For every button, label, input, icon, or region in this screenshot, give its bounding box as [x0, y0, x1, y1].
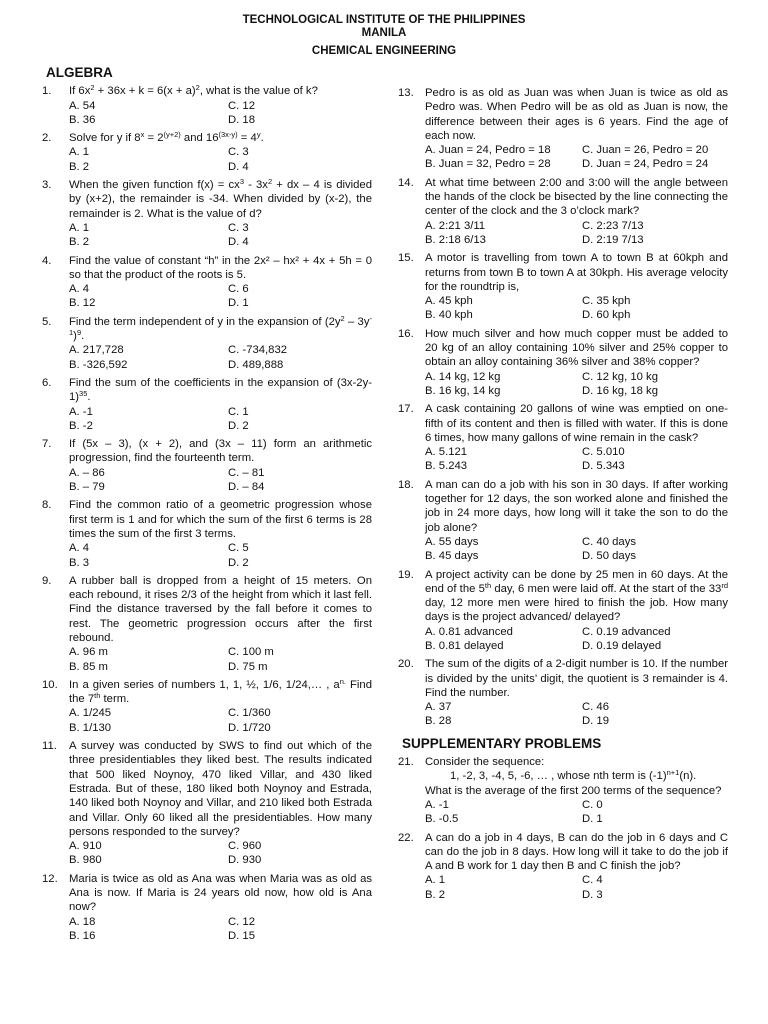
answer-choice: C. 1/360 — [228, 707, 271, 720]
answer-choice: A. 1 — [425, 874, 446, 887]
question-stem-text: . — [260, 132, 264, 145]
question-stem-text: At what time between 2:00 and 3:00 will the angle between the hands of the clock be bisected by the line connecting the center of the clock and the 3 o’clock mark? — [425, 176, 728, 218]
answer-choice: C. 2:23 7/13 — [582, 219, 644, 232]
question-list-left — [42, 84, 372, 943]
question-list-right-b — [398, 755, 728, 902]
question-stem-text: day, 6 men were laid off. At the start of the 33 — [491, 582, 722, 595]
answer-choice: B. 2 — [69, 160, 90, 173]
answer-choice: A. 14 kg, 12 kg — [425, 370, 501, 383]
question — [398, 86, 728, 172]
answer-choice: C. 5.010 — [582, 446, 625, 459]
question-stem — [69, 376, 372, 405]
sequence-text: (n). — [679, 770, 697, 783]
answer-choice: C. – 81 — [228, 466, 265, 479]
answer-choice: D. 50 days — [582, 550, 637, 563]
question-number: 13. — [398, 87, 414, 99]
answer-choice: B. 16 — [69, 929, 96, 942]
answer-choice: D. 16 kg, 18 kg — [582, 384, 658, 397]
question-stem-text: Find the 7 — [69, 678, 372, 706]
question-stem-text: A motor is travelling from town A to town B at 60kph and returns from town B to town A at 30kph. His average velocity for the roundtrip is, — [425, 252, 728, 293]
answer-choice: B. -2 — [69, 419, 93, 432]
answer-choices — [425, 445, 728, 474]
answer-choices — [425, 219, 728, 248]
question-stem — [425, 831, 728, 874]
question-stem — [69, 739, 372, 839]
answer-choice: A. 1 — [69, 221, 90, 234]
answer-choice: D. 18 — [228, 113, 256, 126]
answer-choices — [69, 99, 372, 128]
answer-choice: D. 5.343 — [582, 460, 625, 473]
answer-choice: B. 5.243 — [425, 460, 468, 473]
question-number: 11. — [42, 740, 57, 753]
answer-choice: D. 4 — [228, 236, 249, 249]
question-number: 6. — [42, 376, 52, 389]
question-stem — [69, 498, 372, 541]
answer-choice: D. 930 — [228, 854, 262, 867]
question — [42, 178, 372, 249]
answer-choice: C. Juan = 26, Pedro = 20 — [582, 144, 709, 157]
answer-choice: C. 0 — [582, 798, 603, 811]
left-column — [42, 64, 372, 947]
question-stem-text: + dx – 4 is divided by (x+2), the remainder is -34. When divided by (x-2), the remainder is 2. What is the value of d? — [69, 179, 372, 220]
answer-choice: C. -734,832 — [228, 344, 288, 357]
question-stem-text: = 2 — [144, 132, 164, 145]
answer-choice: B. 45 days — [425, 550, 479, 563]
question-stem-text: . — [81, 330, 85, 343]
question-stem-text: A survey was conducted by SWS to find out which of the three presidentiables they liked best. The results indicated that 500 liked Noynoy, 470 liked Villar, and 430 liked Estrada. But of these, 180 liked both Noynoy and Estrada, 140 liked both Noynoy and Villar, and 210 liked both Estrada and Villar. Only 60 liked all the presidentiables. How many persons responded to the survey? — [69, 740, 372, 838]
answer-choice: D. 1/720 — [228, 721, 271, 734]
answer-choice: A. 45 kph — [425, 295, 473, 308]
question-stem-text: Find the term independent of y in the expansion of (2y — [69, 315, 341, 328]
question-stem-superscript: 3 — [239, 177, 244, 187]
answer-choice: A. 2:21 3/11 — [425, 219, 486, 232]
question-stem-text: Find the sum of the coefficients in the expansion of (3x-2y-1) — [69, 376, 372, 404]
question-stem-superscript: -1 — [69, 313, 372, 338]
question — [42, 574, 372, 674]
answer-choice: A. 910 — [69, 840, 102, 853]
answer-choice: C. 3 — [228, 221, 249, 234]
answer-choices — [69, 405, 372, 434]
answer-choices — [69, 915, 372, 944]
question-stem-text: , what is the value of k? — [199, 85, 318, 98]
question-stem — [69, 678, 372, 707]
question-stem-text: In a given series of numbers 1, 1, ½, 1/6, 1/24,… , a — [69, 678, 340, 691]
department-title: CHEMICAL ENGINEERING — [311, 45, 457, 57]
answer-choice: B. 28 — [425, 715, 452, 728]
question-stem-text: and 16 — [180, 132, 219, 145]
question-stem-superscript: th — [484, 580, 492, 590]
answer-choice: D. 2 — [228, 556, 249, 569]
question-stem-superscript: y — [256, 130, 261, 140]
answer-choice: D. 75 m — [228, 660, 268, 673]
question-list-right-a — [398, 86, 728, 729]
right-column — [398, 86, 728, 906]
question — [42, 84, 372, 127]
question-stem — [425, 176, 728, 219]
question-stem-superscript: 35 — [79, 389, 88, 399]
answer-choices — [69, 466, 372, 495]
question-number: 20. — [398, 658, 414, 671]
question-stem-superscript: 2 — [90, 83, 95, 93]
answer-choice: B. 16 kg, 14 kg — [425, 384, 501, 397]
question-stem — [69, 131, 372, 145]
question-stem-text: = 4 — [237, 132, 257, 145]
answer-choice: A. -1 — [425, 798, 449, 811]
answer-choice: B. 12 — [69, 297, 96, 310]
answer-choice: B. 2:18 6/13 — [425, 233, 486, 246]
question-stem — [425, 568, 728, 625]
answer-choice: D. 2:19 7/13 — [582, 233, 644, 246]
answer-choice: C. 100 m — [228, 646, 274, 659]
answer-choices — [425, 700, 728, 729]
question-stem — [425, 251, 728, 294]
question-stem — [425, 657, 728, 700]
answer-choice: D. 2 — [228, 419, 249, 432]
answer-choice: C. 5 — [228, 542, 249, 555]
sequence-line — [425, 769, 728, 783]
answer-choice: A. Juan = 24, Pedro = 18 — [425, 144, 551, 157]
question-number: 4. — [42, 254, 52, 267]
question-stem-text: A can do a job in 4 days, B can do the job in 6 days and C can do the job in 8 days. How long will it take to do the job if A and B work for 1 day then B and C finish the job? — [425, 831, 728, 873]
answer-choices — [69, 221, 372, 250]
sequence-text: 1, -2, 3, -4, 5, -6, … , whose nth term is (-1) — [450, 770, 667, 783]
answer-choice: B. Juan = 32, Pedro = 28 — [425, 158, 551, 171]
answer-choices — [425, 625, 728, 654]
question-stem-superscript: 9 — [76, 328, 82, 338]
question-stem-continued: What is the average of the first 200 terms of the sequence? — [425, 784, 722, 797]
question-number: 15. — [398, 252, 414, 265]
question — [42, 872, 372, 943]
question — [42, 315, 372, 372]
question-stem-text: Find the common ratio of a geometric progression whose first term is 1 and for which the sum of the first 6 terms is 28 times the sum of the first 3 terms. — [69, 499, 372, 540]
question-stem-superscript: x — [140, 130, 145, 140]
question-number: 8. — [42, 499, 52, 512]
answer-choice: D. 15 — [228, 929, 256, 942]
answer-choice: B. 40 kph — [425, 309, 473, 322]
question-number: 1. — [42, 85, 52, 98]
question — [398, 327, 728, 398]
question-stem-text: How much silver and how much copper must be added to 20 kg of an alloy containing 10% silver and 25% copper to obtain an alloy containing 36% silver and 38% copper? — [425, 327, 728, 369]
section-heading-supplementary: SUPPLEMENTARY PROBLEMS — [402, 735, 602, 751]
question-stem — [69, 315, 372, 344]
answer-choice: C. 0.19 advanced — [582, 625, 671, 638]
answer-choice: C. 46 — [582, 701, 610, 714]
answer-choice: C. 12 kg, 10 kg — [582, 370, 658, 383]
answer-choice: D. 60 kph — [582, 309, 631, 322]
question — [42, 376, 372, 433]
question-number: 5. — [42, 315, 52, 328]
question-number: 9. — [42, 574, 52, 587]
section-heading-algebra: ALGEBRA — [46, 65, 113, 80]
question-stem-text: + 36x + k = 6(x + a) — [94, 85, 196, 98]
answer-choice: A. -1 — [69, 405, 93, 418]
answer-choice: D. 1 — [582, 813, 603, 826]
answer-choice: C. 35 kph — [582, 295, 631, 308]
answer-choice: A. 217,728 — [69, 344, 124, 357]
question-number: 21. — [398, 756, 414, 769]
question-stem-text: A cask containing 20 gallons of wine was emptied on one-fifth of its content and then is filled with water. If this is done 6 times, how many gallons of wine remain in the cask? — [425, 403, 728, 444]
answer-choice: B. 36 — [69, 113, 96, 126]
question — [42, 498, 372, 569]
question — [42, 437, 372, 494]
answer-choice: C. 4 — [582, 874, 603, 887]
question — [398, 478, 728, 564]
question — [42, 131, 372, 174]
question-stem-text: A rubber ball is dropped from a height of 15 meters. On each rebound, it rises 2/3 of the height from which it last fell. Find the distance traversed by the fall before it comes to rest. The geometric progression occurs after the first rebound. — [69, 574, 372, 644]
answer-choices — [69, 343, 372, 372]
answer-choices — [69, 541, 372, 570]
question-stem-text: day, 12 more men were hired to finish the job. How many days is the project advanced/ delayed? — [425, 597, 728, 624]
answer-choice: A. 4 — [69, 542, 90, 555]
answer-choices — [425, 873, 728, 902]
answer-choice: B. 3 — [69, 556, 90, 569]
answer-choice: A. – 86 — [69, 466, 105, 479]
answer-choice: D. 489,888 — [228, 358, 284, 371]
answer-choice: A. 4 — [69, 283, 90, 296]
question-stem — [69, 574, 372, 645]
question-stem-text: Consider the sequence: — [425, 756, 545, 769]
answer-choice: A. 5.121 — [425, 446, 468, 459]
question-number: 16. — [398, 327, 414, 340]
answer-choices — [425, 294, 728, 323]
answer-choices — [69, 145, 372, 174]
question-stem — [69, 872, 372, 915]
answer-choice: B. 2 — [425, 888, 446, 901]
answer-choice: C. 960 — [228, 840, 262, 853]
institution-title: TECHNOLOGICAL INSTITUTE OF THE PHILIPPINES — [242, 14, 526, 26]
question-stem-text: A project activity can be done by 25 men in 60 days. At the end of the 5 — [425, 568, 728, 595]
answer-choice: D. Juan = 24, Pedro = 24 — [582, 158, 709, 171]
question-stem-superscript: (3x-y) — [218, 130, 238, 140]
question — [398, 657, 728, 728]
answer-choice: B. 2 — [69, 236, 90, 249]
answer-choice: A. 55 days — [425, 535, 479, 548]
answer-choice: C. 12 — [228, 915, 256, 928]
question-stem-text: A man can do a job with his son in 30 days. If after working together for 12 days, the son worked alone and finished the job in 24 more days, how long will it take the son to do the job alone? — [425, 478, 728, 534]
question — [42, 739, 372, 868]
question — [42, 254, 372, 311]
answer-choice: A. 54 — [69, 99, 96, 112]
question-stem — [425, 402, 728, 445]
question-stem-superscript: rd — [721, 580, 728, 590]
answer-choice: D. 4 — [228, 160, 249, 173]
question-stem-text: If (5x – 3), (x + 2), and (3x – 11) form an arithmetic progression, find the fourteenth term. — [69, 438, 372, 465]
answer-choice: A. 1/245 — [69, 707, 112, 720]
question-stem-text: Find the value of constant “h” in the 2x² – hx² + 4x + 5h = 0 so that the product of the roots is 5. — [69, 254, 372, 281]
answer-choice: B. -0.5 — [425, 813, 459, 826]
answer-choice: A. 37 — [425, 701, 452, 714]
question-number: 2. — [42, 132, 52, 145]
question-stem — [425, 86, 728, 143]
answer-choice: D. 19 — [582, 715, 610, 728]
question-stem-text: Solve for y if 8 — [69, 132, 141, 145]
answer-choices — [425, 143, 728, 172]
question-stem — [425, 327, 728, 370]
question — [398, 402, 728, 473]
answer-choice: C. 6 — [228, 283, 249, 296]
question-number: 19. — [398, 568, 414, 581]
answer-choice: D. – 84 — [228, 481, 265, 494]
question — [398, 831, 728, 902]
question — [398, 568, 728, 654]
answer-choices — [69, 706, 372, 735]
answer-choice: B. – 79 — [69, 481, 105, 494]
answer-choice: B. 980 — [69, 854, 102, 867]
question-stem-text: The sum of the digits of a 2-digit number is 10. If the number is divided by the units’ digit, the quotient is 3 remainder is 4. Find the number. — [425, 658, 728, 699]
question-stem-text: Maria is twice as old as Ana was when Maria was as old as Ana is now. If Maria is 24 years old now, how old is Ana now? — [69, 872, 372, 914]
answer-choice: B. 0.81 delayed — [425, 639, 504, 652]
question-stem-superscript: 2 — [340, 313, 345, 323]
answer-choice: C. 12 — [228, 99, 256, 112]
question-stem-text: - 3x — [243, 179, 268, 192]
question-number: 10. — [42, 678, 58, 691]
answer-choice: B. 1/130 — [69, 721, 112, 734]
question-stem-text: ) — [73, 330, 77, 343]
question-stem-text: Pedro is as old as Juan was when Juan is twice as old as Pedro was. When Pedro will be as old as Juan is now, the difference between their ages is 6 years. Find the age of each now. — [425, 87, 728, 142]
answer-choices — [69, 645, 372, 674]
answer-choice: C. 40 days — [582, 535, 637, 548]
question-number: 14. — [398, 176, 414, 189]
answer-choice: A. 18 — [69, 915, 96, 928]
answer-choice: A. 1 — [69, 146, 90, 159]
question-number: 3. — [42, 179, 52, 192]
question-stem-superscript: th — [94, 691, 101, 701]
question-stem-superscript: 2 — [267, 177, 273, 187]
question-number: 12. — [42, 872, 58, 885]
question-stem-superscript: n. — [339, 676, 346, 686]
answer-choices — [425, 798, 728, 827]
question-stem-text: – 3y — [344, 315, 370, 328]
answer-choices — [425, 535, 728, 564]
question-number: 17. — [398, 403, 414, 416]
question-stem-text: . — [87, 391, 91, 404]
question-number: 7. — [42, 438, 52, 451]
question-stem — [69, 254, 372, 283]
answer-choice: D. 0.19 delayed — [582, 639, 662, 652]
question — [398, 176, 728, 247]
answer-choice: B. 85 m — [69, 660, 108, 673]
question-stem — [69, 84, 372, 98]
answer-choice: A. 96 m — [69, 646, 108, 659]
answer-choices — [69, 282, 372, 311]
question-stem-superscript: (y+2) — [163, 130, 181, 140]
question-stem — [69, 437, 372, 466]
question-stem — [425, 478, 728, 535]
answer-choice: B. -326,592 — [69, 358, 128, 371]
answer-choice: A. 0.81 advanced — [425, 625, 513, 638]
answer-choice: C. 3 — [228, 146, 249, 159]
answer-choice: D. 3 — [582, 888, 603, 901]
question-stem-text: term. — [100, 693, 130, 706]
question — [42, 678, 372, 735]
question-stem — [69, 178, 372, 221]
question-stem — [425, 755, 728, 769]
question-stem-text: When the given function f(x) = cx — [69, 179, 240, 192]
question — [398, 251, 728, 322]
question-stem-text: If 6x — [69, 85, 91, 98]
answer-choice: C. 1 — [228, 405, 249, 418]
answer-choices — [69, 839, 372, 868]
question-number: 18. — [398, 478, 414, 491]
answer-choices — [425, 370, 728, 399]
question-number: 22. — [398, 831, 414, 844]
campus-title: MANILA — [361, 27, 407, 39]
answer-choice: D. 1 — [228, 297, 249, 310]
question — [398, 755, 728, 826]
question-stem-superscript: 2 — [195, 83, 200, 93]
sequence-superscript: n+1 — [666, 768, 680, 778]
